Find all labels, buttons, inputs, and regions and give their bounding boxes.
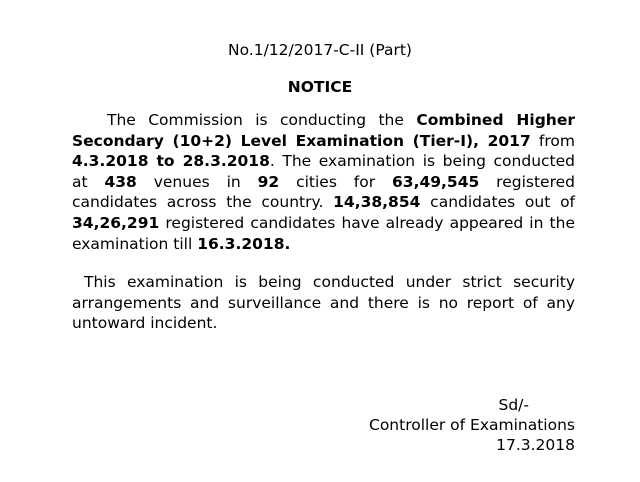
text-commission: The Commission is conducting the — [107, 111, 417, 129]
paragraph-2-line-3 — [72, 313, 575, 334]
signature-sd: Sd/- — [498, 396, 529, 414]
paragraph-1-line-1 — [72, 110, 575, 131]
signature-date: 17.3.2018 — [496, 436, 575, 454]
paragraph-2 — [72, 272, 575, 334]
text-registered: registered — [479, 172, 575, 191]
text-exam-name-1: Combined Higher — [416, 111, 575, 129]
text-venues-count: 438 — [104, 172, 137, 191]
paragraph-1-line-2 — [72, 131, 575, 152]
paragraph-2-line-2 — [72, 293, 575, 314]
text-security-3: untoward incident. — [72, 314, 218, 333]
text-from: from — [530, 131, 575, 150]
text-exam-name-2: Secondary (10+2) Level Examination (Tier-I), 2017 — [72, 131, 531, 150]
text-total-registered: 34,26,291 — [72, 213, 160, 232]
notice-title: NOTICE — [287, 78, 353, 96]
reference-number: No.1/12/2017-C-II (Part) — [228, 41, 412, 59]
text-registered-count: 63,49,545 — [392, 172, 480, 191]
text-cities-for: cities for — [279, 172, 392, 191]
text-venues-in: venues in — [136, 172, 258, 191]
paragraph-1-line-3 — [72, 151, 575, 172]
paragraph-1 — [72, 110, 575, 254]
text-already-appeared: registered candidates have already appeared in the — [159, 213, 575, 232]
paragraph-1-line-7 — [72, 234, 575, 255]
text-appeared-count: 14,38,854 — [333, 193, 421, 212]
text-at: at — [72, 172, 105, 191]
paragraph-2-line-1 — [72, 272, 575, 293]
signature-designation: Controller of Examinations — [369, 416, 575, 434]
text-security-2: arrangements and surveillance and there is no report of any — [72, 293, 575, 312]
text-cities-count: 92 — [257, 172, 280, 191]
text-examination-till: examination till — [72, 234, 198, 253]
paragraph-1-line-5 — [72, 192, 575, 213]
text-till-date: 16.3.2018. — [197, 234, 291, 253]
text-exam-dates: 4.3.2018 to 28.3.2018 — [72, 152, 270, 171]
paragraph-1-line-6 — [72, 213, 575, 234]
text-candidates-across: candidates across the country. — [72, 193, 334, 212]
text-being-conducted: . The examination is being conducted — [269, 152, 576, 171]
text-security-1: This examination is being conducted under strict security — [84, 273, 575, 291]
paragraph-1-line-4 — [72, 172, 575, 193]
text-candidates-out-of: candidates out of — [420, 193, 576, 212]
